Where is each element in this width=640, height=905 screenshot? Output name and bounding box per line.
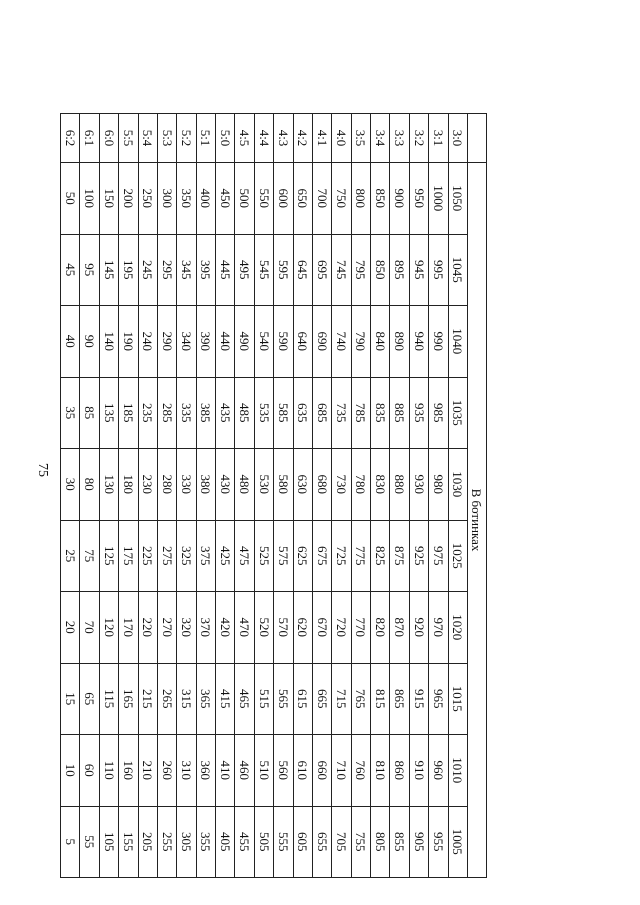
table-row: [448, 114, 467, 878]
table-cell: 505: [254, 806, 273, 878]
table-cell: 475: [235, 520, 254, 592]
row-label: 6:0: [99, 114, 118, 163]
table-cell: 520: [254, 592, 273, 664]
table-cell: 700: [313, 163, 332, 235]
table-cell: 635: [293, 377, 312, 449]
table-cell: 1000: [429, 163, 448, 235]
table-cell: 995: [429, 234, 448, 306]
table-cell: 410: [216, 735, 235, 807]
table-cell: 720: [332, 592, 351, 664]
table-cell: 455: [235, 806, 254, 878]
table-cell: 100: [80, 163, 99, 235]
table-cell: 400: [196, 163, 215, 235]
table-cell: 165: [119, 663, 138, 735]
table-cell: 425: [216, 520, 235, 592]
table-cell: 560: [274, 735, 293, 807]
table-cell: 340: [177, 306, 196, 378]
table-row: [371, 114, 390, 878]
table-cell: 145: [99, 234, 118, 306]
table-cell: 420: [216, 592, 235, 664]
page-number: 75: [35, 463, 50, 477]
table-cell: 235: [138, 377, 157, 449]
table-cell: 490: [235, 306, 254, 378]
table-cell: 110: [99, 735, 118, 807]
table-cell: 970: [429, 592, 448, 664]
table-cell: 255: [158, 806, 177, 878]
table-cell: 755: [351, 806, 370, 878]
table-cell: 120: [99, 592, 118, 664]
table-cell: 70: [80, 592, 99, 664]
row-label: 4:5: [235, 114, 254, 163]
table-cell: 445: [216, 234, 235, 306]
table-cell: 450: [216, 163, 235, 235]
table-cell: 955: [429, 806, 448, 878]
table-cell: 985: [429, 377, 448, 449]
row-label: 3:3: [390, 114, 409, 163]
table-cell: 260: [158, 735, 177, 807]
table-cell: 440: [216, 306, 235, 378]
table-cell: 915: [409, 663, 428, 735]
table-cell: 530: [254, 449, 273, 521]
table-cell: 60: [80, 735, 99, 807]
row-label: 5:3: [158, 114, 177, 163]
row-label: 3:0: [448, 114, 467, 163]
table-cell: 225: [138, 520, 157, 592]
table-cell: 905: [409, 806, 428, 878]
table-cell: 380: [196, 449, 215, 521]
row-label: 5:2: [177, 114, 196, 163]
table-cell: 1030: [448, 449, 467, 521]
table-cell: 1005: [448, 806, 467, 878]
table-cell: 805: [371, 806, 390, 878]
table-cell: 655: [313, 806, 332, 878]
table-cell: 900: [390, 163, 409, 235]
table-cell: 320: [177, 592, 196, 664]
table-cell: 330: [177, 449, 196, 521]
table-cell: 390: [196, 306, 215, 378]
row-label: 5:5: [119, 114, 138, 163]
table-cell: 200: [119, 163, 138, 235]
table-cell: 105: [99, 806, 118, 878]
table-row: [254, 114, 273, 878]
table-row: [409, 114, 428, 878]
table-cell: 975: [429, 520, 448, 592]
table-cell: 230: [138, 449, 157, 521]
table-row: [80, 114, 99, 878]
table-cell: 640: [293, 306, 312, 378]
table-cell: 945: [409, 234, 428, 306]
table-cell: 665: [313, 663, 332, 735]
table-cell: 270: [158, 592, 177, 664]
table-cell: 1010: [448, 735, 467, 807]
table-cell: 950: [409, 163, 428, 235]
table-cell: 935: [409, 377, 428, 449]
table-cell: 460: [235, 735, 254, 807]
table-cell: 510: [254, 735, 273, 807]
table-cell: 5: [61, 806, 81, 878]
table-cell: 605: [293, 806, 312, 878]
table-cell: 315: [177, 663, 196, 735]
table-cell: 615: [293, 663, 312, 735]
rotated-table-container: [60, 113, 487, 878]
table-row: [429, 114, 448, 878]
table-cell: 815: [371, 663, 390, 735]
table-cell: 325: [177, 520, 196, 592]
table-cell: 175: [119, 520, 138, 592]
table-cell: 750: [332, 163, 351, 235]
table-cell: 540: [254, 306, 273, 378]
table-cell: 150: [99, 163, 118, 235]
table-cell: 25: [61, 520, 81, 592]
table-cell: 835: [371, 377, 390, 449]
table-cell: 585: [274, 377, 293, 449]
table-cell: 780: [351, 449, 370, 521]
score-table: [60, 113, 487, 878]
table-cell: 465: [235, 663, 254, 735]
table-row: [61, 114, 81, 878]
table-cell: 355: [196, 806, 215, 878]
table-cell: 735: [332, 377, 351, 449]
table-cell: 715: [332, 663, 351, 735]
table-cell: 205: [138, 806, 157, 878]
table-cell: 885: [390, 377, 409, 449]
table-row: [177, 114, 196, 878]
table-cell: 840: [371, 306, 390, 378]
table-cell: 820: [371, 592, 390, 664]
table-cell: 865: [390, 663, 409, 735]
table-cell: 570: [274, 592, 293, 664]
table-cell: 370: [196, 592, 215, 664]
table-cell: 965: [429, 663, 448, 735]
table-cell: 115: [99, 663, 118, 735]
table-cell: 800: [351, 163, 370, 235]
table-row: [293, 114, 312, 878]
table-cell: 240: [138, 306, 157, 378]
table-cell: 1025: [448, 520, 467, 592]
table-cell: 710: [332, 735, 351, 807]
table-row: [196, 114, 215, 878]
table-cell: 130: [99, 449, 118, 521]
table-cell: 10: [61, 735, 81, 807]
table-row: [119, 114, 138, 878]
table-cell: 920: [409, 592, 428, 664]
row-label: 5:1: [196, 114, 215, 163]
table-cell: 90: [80, 306, 99, 378]
table-cell: 575: [274, 520, 293, 592]
corner-cell: [468, 114, 487, 163]
table-cell: 395: [196, 234, 215, 306]
table-cell: 535: [254, 377, 273, 449]
table-cell: 680: [313, 449, 332, 521]
table-cell: 280: [158, 449, 177, 521]
table-cell: 375: [196, 520, 215, 592]
table-cell: 40: [61, 306, 81, 378]
table-cell: 265: [158, 663, 177, 735]
table-cell: 250: [138, 163, 157, 235]
table-cell: 1040: [448, 306, 467, 378]
table-cell: 555: [274, 806, 293, 878]
table-cell: 30: [61, 449, 81, 521]
table-cell: 620: [293, 592, 312, 664]
table-cell: 770: [351, 592, 370, 664]
table-row: [138, 114, 157, 878]
table-row: [274, 114, 293, 878]
table-cell: 20: [61, 592, 81, 664]
table-cell: 590: [274, 306, 293, 378]
table-cell: 350: [177, 163, 196, 235]
table-cell: 35: [61, 377, 81, 449]
table-cell: 880: [390, 449, 409, 521]
table-cell: 365: [196, 663, 215, 735]
row-label: 4:2: [293, 114, 312, 163]
table-cell: 830: [371, 449, 390, 521]
table-cell: 195: [119, 234, 138, 306]
table-cell: 335: [177, 377, 196, 449]
row-label: 5:4: [138, 114, 157, 163]
table-cell: 185: [119, 377, 138, 449]
table-cell: 485: [235, 377, 254, 449]
table-cell: 190: [119, 306, 138, 378]
table-cell: 430: [216, 449, 235, 521]
table-cell: 795: [351, 234, 370, 306]
table-cell: 660: [313, 735, 332, 807]
table-cell: 925: [409, 520, 428, 592]
table-cell: 295: [158, 234, 177, 306]
table-cell: 870: [390, 592, 409, 664]
table-cell: 1035: [448, 377, 467, 449]
table-title: В ботинках: [468, 163, 487, 878]
table-row: [235, 114, 254, 878]
table-cell: 790: [351, 306, 370, 378]
table-cell: 940: [409, 306, 428, 378]
table-cell: 685: [313, 377, 332, 449]
table-cell: 75: [80, 520, 99, 592]
table-cell: 85: [80, 377, 99, 449]
table-cell: 785: [351, 377, 370, 449]
table-cell: 140: [99, 306, 118, 378]
table-cell: 405: [216, 806, 235, 878]
table-cell: 930: [409, 449, 428, 521]
table-cell: 65: [80, 663, 99, 735]
table-cell: 810: [371, 735, 390, 807]
table-cell: 15: [61, 663, 81, 735]
table-cell: 580: [274, 449, 293, 521]
table-cell: 515: [254, 663, 273, 735]
row-label: 6:1: [80, 114, 99, 163]
table-cell: 1050: [448, 163, 467, 235]
table-row: [390, 114, 409, 878]
table-cell: 775: [351, 520, 370, 592]
table-cell: 125: [99, 520, 118, 592]
table-cell: 1045: [448, 234, 467, 306]
table-cell: 415: [216, 663, 235, 735]
table-row: [332, 114, 351, 878]
table-row: [351, 114, 370, 878]
table-cell: 745: [332, 234, 351, 306]
table-cell: 650: [293, 163, 312, 235]
table-cell: 765: [351, 663, 370, 735]
table-cell: 1020: [448, 592, 467, 664]
table-cell: 760: [351, 735, 370, 807]
table-cell: 545: [254, 234, 273, 306]
table-cell: 525: [254, 520, 273, 592]
table-cell: 610: [293, 735, 312, 807]
table-cell: 210: [138, 735, 157, 807]
table-cell: 705: [332, 806, 351, 878]
table-row: [216, 114, 235, 878]
table-cell: 345: [177, 234, 196, 306]
table-cell: 630: [293, 449, 312, 521]
table-cell: 135: [99, 377, 118, 449]
table-cell: 245: [138, 234, 157, 306]
table-cell: 385: [196, 377, 215, 449]
table-cell: 170: [119, 592, 138, 664]
table-cell: 215: [138, 663, 157, 735]
table-cell: 730: [332, 449, 351, 521]
row-label: 3:5: [351, 114, 370, 163]
table-cell: 890: [390, 306, 409, 378]
table-row: [99, 114, 118, 878]
row-label: 3:1: [429, 114, 448, 163]
table-cell: 550: [254, 163, 273, 235]
table-title-row: [468, 114, 487, 878]
table-cell: 690: [313, 306, 332, 378]
table-cell: 275: [158, 520, 177, 592]
table-cell: 645: [293, 234, 312, 306]
table-row: [158, 114, 177, 878]
table-cell: 470: [235, 592, 254, 664]
row-label: 4:4: [254, 114, 273, 163]
table-cell: 45: [61, 234, 81, 306]
table-cell: 55: [80, 806, 99, 878]
table-cell: 695: [313, 234, 332, 306]
table-cell: 300: [158, 163, 177, 235]
table-cell: 855: [390, 806, 409, 878]
table-cell: 1015: [448, 663, 467, 735]
table-cell: 825: [371, 520, 390, 592]
table-cell: 670: [313, 592, 332, 664]
table-cell: 740: [332, 306, 351, 378]
table-cell: 495: [235, 234, 254, 306]
table-cell: 500: [235, 163, 254, 235]
table-cell: 850: [371, 163, 390, 235]
table-cell: 895: [390, 234, 409, 306]
table-cell: 180: [119, 449, 138, 521]
table-cell: 725: [332, 520, 351, 592]
table-cell: 860: [390, 735, 409, 807]
table-cell: 595: [274, 234, 293, 306]
table-cell: 850: [371, 234, 390, 306]
row-label: 4:3: [274, 114, 293, 163]
table-cell: 360: [196, 735, 215, 807]
table-cell: 910: [409, 735, 428, 807]
table-cell: 675: [313, 520, 332, 592]
table-cell: 285: [158, 377, 177, 449]
row-label: 3:4: [371, 114, 390, 163]
table-cell: 960: [429, 735, 448, 807]
table-cell: 625: [293, 520, 312, 592]
table-cell: 980: [429, 449, 448, 521]
row-label: 3:2: [409, 114, 428, 163]
row-label: 5:0: [216, 114, 235, 163]
table-cell: 50: [61, 163, 81, 235]
table-cell: 155: [119, 806, 138, 878]
table-cell: 305: [177, 806, 196, 878]
table-cell: 565: [274, 663, 293, 735]
row-label: 6:2: [61, 114, 81, 163]
table-cell: 290: [158, 306, 177, 378]
table-cell: 80: [80, 449, 99, 521]
table-row: [313, 114, 332, 878]
table-cell: 480: [235, 449, 254, 521]
table-cell: 600: [274, 163, 293, 235]
table-cell: 220: [138, 592, 157, 664]
table-cell: 310: [177, 735, 196, 807]
table-cell: 95: [80, 234, 99, 306]
row-label: 4:1: [313, 114, 332, 163]
table-cell: 160: [119, 735, 138, 807]
table-cell: 990: [429, 306, 448, 378]
table-cell: 435: [216, 377, 235, 449]
row-label: 4:0: [332, 114, 351, 163]
table-cell: 875: [390, 520, 409, 592]
